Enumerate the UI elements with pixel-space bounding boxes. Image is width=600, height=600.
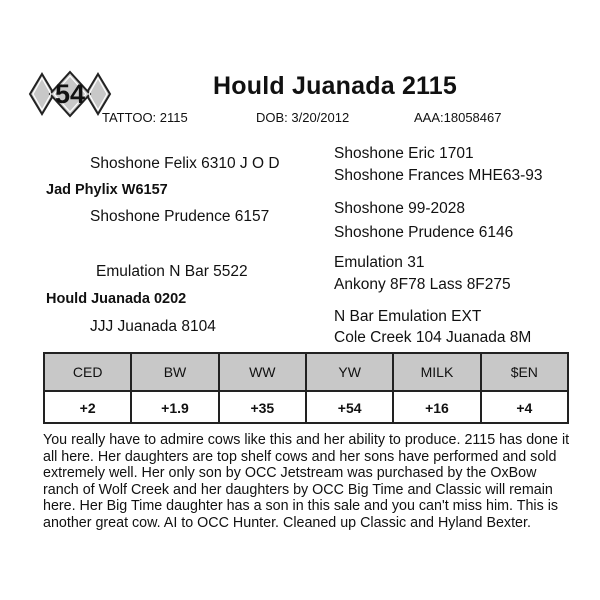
tattoo-label: TATTOO: 2115	[102, 110, 188, 125]
pedigree-ddd: Cole Creek 104 Juanada 8M	[334, 329, 532, 346]
epd-header-ww: WW	[220, 354, 307, 390]
epd-value-milk: +16	[394, 392, 481, 424]
pedigree-sss: Shoshone Eric 1701	[334, 145, 474, 162]
epd-value-en: +4	[516, 400, 533, 416]
epd-header-ced: CED	[45, 354, 132, 390]
lot-number: 54	[54, 79, 86, 109]
epd-value-ced: +2	[45, 392, 132, 424]
pedigree-sds: Shoshone 99-2028	[334, 200, 466, 217]
pedigree-sire: Jad Phylix W6157	[46, 182, 168, 198]
pedigree-dam: Hould Juanada 0202	[46, 291, 187, 307]
epd-header-yw: YW	[307, 354, 394, 390]
animal-name: Hould Juanada 2115	[213, 72, 457, 100]
epd-value-yw: +54	[307, 392, 394, 424]
epd-table	[43, 352, 569, 424]
pedigree-dam-dam: JJJ Juanada 8104	[90, 318, 216, 335]
epd-value-bw: +1.9	[132, 392, 219, 424]
pedigree-sire-dam: Shoshone Prudence 6157	[90, 208, 270, 225]
dob-label: DOB: 3/20/2012	[256, 110, 350, 125]
epd-header-bw: BW	[132, 354, 219, 390]
pedigree-dsd: Ankony 8F78 Lass 8F275	[334, 276, 511, 293]
lot-description: You really have to admire cows like this and her ability to produce. 2115 has done it all here. Her daughters are top shelf cows and her sons have performed and sold extremely well. Her only son by OCC Jetstream was purchased by the OxBow ranch of Wolf Creek and her daughters by OCC Big Time and Classic will remain here. Her Big Time daughter has a son in this sale and you can't miss him. This is another great cow. AI to OCC Hunter. Cleaned up Classic and Hyland Bexter.	[43, 432, 570, 531]
epd-header-en: $EN	[510, 364, 538, 380]
epd-header-row	[45, 354, 567, 392]
pedigree-sire-sire: Shoshone Felix 6310 J O D	[90, 155, 280, 172]
epd-value-ww: +35	[220, 392, 307, 424]
pedigree-dds: N Bar Emulation EXT	[334, 308, 482, 325]
epd-value-row	[45, 392, 567, 424]
aaa-registration: AAA:18058467	[414, 110, 502, 125]
pedigree-ssd: Shoshone Frances MHE63-93	[334, 167, 543, 184]
pedigree-sdd: Shoshone Prudence 6146	[334, 224, 514, 241]
pedigree-dss: Emulation 31	[334, 254, 425, 271]
pedigree-dam-sire: Emulation N Bar 5522	[96, 263, 248, 280]
epd-header-milk: MILK	[394, 354, 481, 390]
